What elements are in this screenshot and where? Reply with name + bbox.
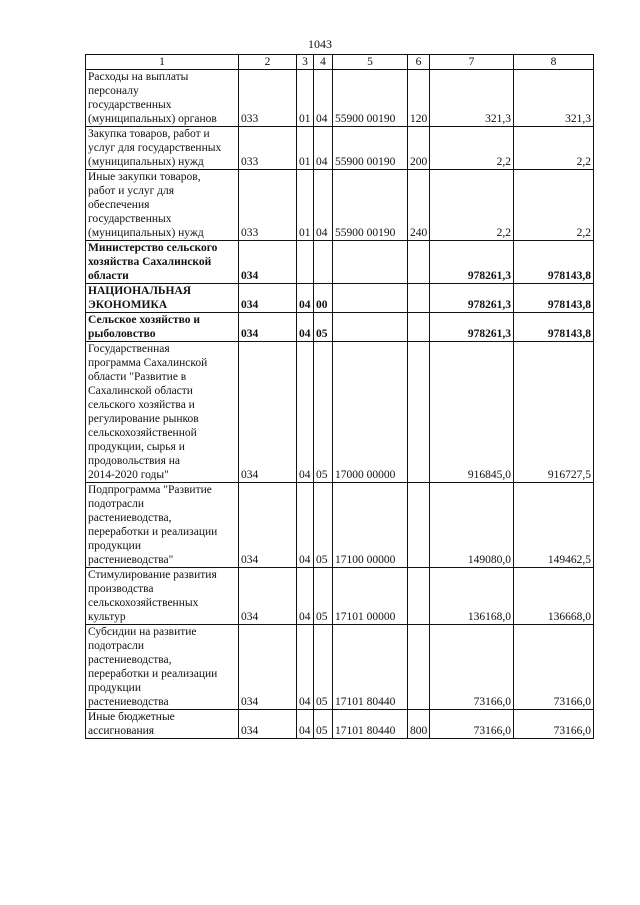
expense-type-cell — [408, 241, 430, 284]
row-name-cell — [86, 710, 239, 739]
row-name-line: Государственная — [88, 343, 170, 355]
row-name-line: продукции — [88, 540, 141, 552]
row-name-line: области "Развитие в — [88, 371, 187, 383]
amount-year2-cell: 149462,5 — [514, 483, 594, 568]
amount-year1-cell: 978261,3 — [430, 313, 514, 342]
amount-year1-cell: 978261,3 — [430, 241, 514, 284]
header-row — [86, 55, 594, 70]
row-name-line: Министерство сельского — [88, 242, 218, 254]
budget-table — [85, 54, 594, 739]
row-name-line: Закупка товаров, работ и — [88, 128, 210, 140]
amount-year1-cell: 136168,0 — [430, 568, 514, 625]
amount-year2-cell: 916727,5 — [514, 342, 594, 483]
amount-year2-cell: 978143,8 — [514, 241, 594, 284]
section-code-cell: 04 — [297, 483, 314, 568]
column-header: 8 — [514, 55, 594, 70]
target-article-cell: 55900 00190 — [333, 127, 408, 170]
row-name-line: ассигнования — [88, 725, 155, 737]
row-name-line: подотрасли — [88, 640, 145, 652]
expense-type-cell — [408, 313, 430, 342]
row-name-cell — [86, 241, 239, 284]
amount-year1-cell: 916845,0 — [430, 342, 514, 483]
table-row — [86, 625, 594, 710]
row-name-line: программа Сахалинской — [88, 357, 208, 369]
row-name-line: (муниципальных) нужд — [88, 156, 204, 168]
table-row — [86, 313, 594, 342]
row-name-line: регулирование рынков — [88, 413, 199, 425]
row-name-line: Иные бюджетные — [88, 711, 175, 723]
row-name-line: ЭКОНОМИКА — [88, 299, 168, 311]
expense-type-cell — [408, 342, 430, 483]
target-article-cell: 17100 00000 — [333, 483, 408, 568]
column-header: 5 — [333, 55, 408, 70]
table-row — [86, 70, 594, 127]
row-name-line: НАЦИОНАЛЬНАЯ — [88, 285, 192, 297]
subsection-code-cell: 05 — [314, 342, 333, 483]
row-name-line: переработки и реализации — [88, 526, 218, 538]
expense-type-cell: 800 — [408, 710, 430, 739]
column-header: 4 — [314, 55, 333, 70]
subsection-code-cell: 05 — [314, 625, 333, 710]
row-name-line: услуг для государственных — [88, 142, 222, 154]
amount-year1-cell: 2,2 — [430, 127, 514, 170]
column-header: 6 — [408, 55, 430, 70]
row-name-cell — [86, 170, 239, 241]
table-row — [86, 568, 594, 625]
row-name-line: 2014-2020 годы" — [88, 469, 169, 481]
expense-type-cell: 240 — [408, 170, 430, 241]
subsection-code-cell: 05 — [314, 483, 333, 568]
row-name-line: производства — [88, 583, 154, 595]
row-name-line: подотрасли — [88, 498, 145, 510]
section-code-cell: 04 — [297, 710, 314, 739]
row-name-line: (муниципальных) органов — [88, 113, 217, 125]
row-name-cell — [86, 127, 239, 170]
expense-type-cell — [408, 483, 430, 568]
subsection-code-cell: 00 — [314, 284, 333, 313]
ministry-code-cell: 033 — [239, 127, 297, 170]
row-name-line: (муниципальных) нужд — [88, 227, 204, 239]
amount-year1-cell: 73166,0 — [430, 710, 514, 739]
target-article-cell — [333, 313, 408, 342]
row-name-line: Расходы на выплаты — [88, 71, 189, 83]
row-name-line: Стимулирование развития — [88, 569, 217, 581]
row-name-line: Сахалинской области — [88, 385, 193, 397]
section-code-cell: 04 — [297, 625, 314, 710]
row-name-cell — [86, 284, 239, 313]
row-name-line: Подпрограмма "Развитие — [88, 484, 212, 496]
row-name-line: персоналу — [88, 85, 139, 97]
table-row — [86, 127, 594, 170]
target-article-cell: 17000 00000 — [333, 342, 408, 483]
target-article-cell — [333, 284, 408, 313]
expense-type-cell: 200 — [408, 127, 430, 170]
section-code-cell: 01 — [297, 170, 314, 241]
expense-type-cell — [408, 284, 430, 313]
table-row — [86, 284, 594, 313]
ministry-code-cell: 034 — [239, 568, 297, 625]
amount-year1-cell: 321,3 — [430, 70, 514, 127]
row-name-line: растениеводства, — [88, 512, 172, 524]
subsection-code-cell: 05 — [314, 313, 333, 342]
expense-type-cell — [408, 625, 430, 710]
column-header: 1 — [86, 55, 239, 70]
row-name-line: Субсидии на развитие — [88, 626, 197, 638]
row-name-line: растениеводства, — [88, 654, 172, 666]
section-code-cell: 04 — [297, 313, 314, 342]
row-name-line: культур — [88, 611, 126, 623]
row-name-cell — [86, 342, 239, 483]
row-name-line: государственных — [88, 213, 172, 225]
row-name-line: растениеводства — [88, 696, 169, 708]
row-name-line: государственных — [88, 99, 172, 111]
row-name-line: переработки и реализации — [88, 668, 218, 680]
row-name-line: продукции — [88, 682, 141, 694]
table-row — [86, 483, 594, 568]
table-row — [86, 241, 594, 284]
column-header: 2 — [239, 55, 297, 70]
amount-year2-cell: 978143,8 — [514, 284, 594, 313]
table-row — [86, 710, 594, 739]
subsection-code-cell: 04 — [314, 127, 333, 170]
row-name-line: Иные закупки товаров, — [88, 171, 201, 183]
row-name-line: рыболовство — [88, 328, 156, 340]
subsection-code-cell: 05 — [314, 710, 333, 739]
column-header: 3 — [297, 55, 314, 70]
ministry-code-cell: 034 — [239, 313, 297, 342]
amount-year2-cell: 2,2 — [514, 127, 594, 170]
section-code-cell — [297, 241, 314, 284]
section-code-cell: 01 — [297, 70, 314, 127]
ministry-code-cell: 033 — [239, 170, 297, 241]
target-article-cell — [333, 241, 408, 284]
row-name-line: обеспечения — [88, 199, 150, 211]
target-article-cell: 55900 00190 — [333, 70, 408, 127]
amount-year2-cell: 73166,0 — [514, 710, 594, 739]
table-body — [86, 70, 594, 739]
subsection-code-cell: 04 — [314, 70, 333, 127]
row-name-cell — [86, 568, 239, 625]
table-row — [86, 170, 594, 241]
ministry-code-cell: 034 — [239, 625, 297, 710]
target-article-cell: 55900 00190 — [333, 170, 408, 241]
amount-year2-cell: 136668,0 — [514, 568, 594, 625]
row-name-line: области — [88, 270, 129, 282]
row-name-line: продукции, сырья и — [88, 441, 185, 453]
row-name-line: хозяйства Сахалинской — [88, 256, 212, 268]
section-code-cell: 04 — [297, 568, 314, 625]
row-name-cell — [86, 313, 239, 342]
table-row — [86, 342, 594, 483]
section-code-cell: 01 — [297, 127, 314, 170]
ministry-code-cell: 034 — [239, 483, 297, 568]
expense-type-cell: 120 — [408, 70, 430, 127]
target-article-cell: 17101 80440 — [333, 625, 408, 710]
section-code-cell: 04 — [297, 342, 314, 483]
expense-type-cell — [408, 568, 430, 625]
row-name-cell — [86, 483, 239, 568]
amount-year2-cell: 321,3 — [514, 70, 594, 127]
ministry-code-cell: 034 — [239, 342, 297, 483]
row-name-line: работ и услуг для — [88, 185, 175, 197]
row-name-line: сельскохозяйственной — [88, 427, 197, 439]
target-article-cell: 17101 00000 — [333, 568, 408, 625]
subsection-code-cell: 04 — [314, 170, 333, 241]
amount-year1-cell: 149080,0 — [430, 483, 514, 568]
row-name-line: Сельское хозяйство и — [88, 314, 201, 326]
amount-year1-cell: 73166,0 — [430, 625, 514, 710]
target-article-cell: 17101 80440 — [333, 710, 408, 739]
amount-year2-cell: 978143,8 — [514, 313, 594, 342]
ministry-code-cell: 034 — [239, 284, 297, 313]
amount-year2-cell: 2,2 — [514, 170, 594, 241]
section-code-cell: 04 — [297, 284, 314, 313]
subsection-code-cell — [314, 241, 333, 284]
row-name-cell — [86, 625, 239, 710]
row-name-cell — [86, 70, 239, 127]
ministry-code-cell: 033 — [239, 70, 297, 127]
row-name-line: продовольствия на — [88, 455, 180, 467]
page-number: 1043 — [308, 37, 332, 51]
row-name-line: сельскохозяйственных — [88, 597, 199, 609]
amount-year1-cell: 978261,3 — [430, 284, 514, 313]
amount-year1-cell: 2,2 — [430, 170, 514, 241]
column-header: 7 — [430, 55, 514, 70]
ministry-code-cell: 034 — [239, 710, 297, 739]
row-name-line: сельского хозяйства и — [88, 399, 195, 411]
subsection-code-cell: 05 — [314, 568, 333, 625]
row-name-line: растениеводства" — [88, 554, 174, 566]
amount-year2-cell: 73166,0 — [514, 625, 594, 710]
ministry-code-cell: 034 — [239, 241, 297, 284]
